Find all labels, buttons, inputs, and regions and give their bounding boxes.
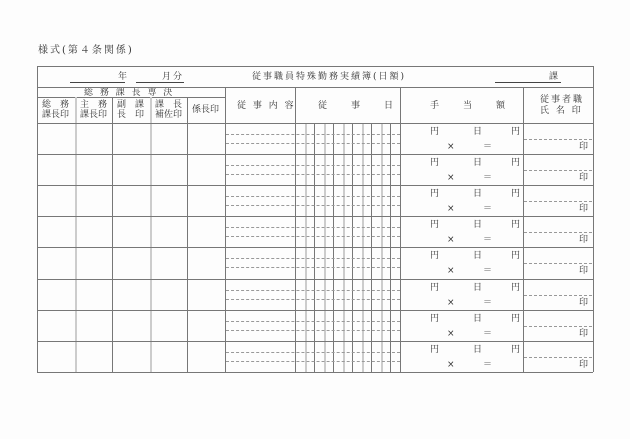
work-entry-line[interactable]	[226, 299, 400, 300]
month-label: 月分	[162, 72, 185, 82]
times-sign: ×	[447, 266, 457, 277]
seal-label: 印	[579, 297, 591, 308]
col-hosa-l2: 補佐印	[155, 110, 183, 120]
year-field[interactable]	[70, 82, 125, 83]
work-entry-line[interactable]	[226, 361, 400, 362]
column-line	[523, 87, 524, 372]
work-entry-line[interactable]	[226, 330, 400, 331]
yen-label: 円	[430, 158, 442, 169]
worker-name-line[interactable]	[524, 201, 592, 202]
year-label: 年	[118, 72, 130, 82]
day-label: 日	[473, 313, 485, 324]
times-sign: ×	[447, 328, 457, 339]
row-line	[37, 247, 593, 248]
yen-total-label: 円	[511, 127, 523, 137]
yen-label: 円	[430, 220, 442, 231]
seal-label: 印	[579, 142, 591, 152]
day-label: 日	[473, 220, 485, 231]
equals-sign: ＝	[483, 204, 495, 215]
header-divider	[37, 87, 593, 88]
worker-name-line[interactable]	[524, 326, 592, 327]
form-title: 従事職員特殊勤務実績簿(日額)	[252, 72, 407, 82]
worker-name-line[interactable]	[524, 295, 592, 296]
yen-label: 円	[430, 313, 442, 324]
row-line	[37, 310, 593, 311]
col-worker-l2: 氏 名 印	[540, 106, 583, 116]
section-label: 課	[549, 72, 561, 82]
seal-label: 印	[579, 235, 591, 246]
row-line	[37, 154, 593, 155]
work-entry-line[interactable]	[226, 165, 400, 166]
work-entry-line[interactable]	[226, 352, 400, 353]
work-entry-line[interactable]	[226, 258, 400, 259]
day-label: 日	[473, 282, 485, 293]
seal-label: 印	[579, 359, 591, 370]
row-line	[37, 185, 593, 186]
seal-label: 印	[579, 173, 591, 184]
col-hosa-l1: 課 長	[155, 100, 183, 110]
col-soumu-l1: 総 務	[42, 100, 70, 110]
seal-label: 印	[579, 328, 591, 339]
form-label: 様式(第４条関係)	[38, 45, 134, 56]
day-label: 日	[473, 158, 485, 169]
equals-sign: ＝	[483, 297, 495, 308]
work-entry-line[interactable]	[226, 196, 400, 197]
section-field[interactable]	[495, 82, 561, 83]
column-line	[187, 97, 188, 372]
seal-label: 印	[579, 204, 591, 215]
worker-name-line[interactable]	[524, 357, 592, 358]
work-entry-line[interactable]	[226, 321, 400, 322]
yen-total-label: 円	[511, 313, 523, 324]
column-line	[150, 97, 152, 372]
day-label: 日	[473, 251, 485, 262]
equals-sign: ＝	[483, 142, 495, 152]
row-line	[37, 216, 593, 217]
yen-label: 円	[430, 127, 442, 137]
work-entry-line[interactable]	[226, 174, 400, 175]
times-sign: ×	[447, 235, 457, 246]
month-field[interactable]	[136, 82, 184, 83]
day-label: 日	[473, 189, 485, 200]
row-line	[37, 341, 593, 342]
seal-label: 印	[579, 266, 591, 277]
approval-divider	[37, 97, 225, 98]
times-sign: ×	[447, 297, 457, 308]
table-border-top	[37, 66, 593, 67]
row-line	[37, 279, 593, 280]
equals-sign: ＝	[483, 359, 495, 370]
yen-total-label: 円	[511, 344, 523, 355]
col-kakari: 係長印	[192, 105, 220, 115]
approval-group-header: 総 務 課 長 専 決	[84, 88, 175, 98]
col-fuku-l2: 長 印	[117, 110, 145, 120]
yen-total-label: 円	[511, 189, 523, 200]
times-sign: ×	[447, 204, 457, 215]
day-label: 日	[473, 344, 485, 355]
equals-sign: ＝	[483, 328, 495, 339]
worker-name-line[interactable]	[524, 232, 592, 233]
col-work: 従 事 内 容	[237, 101, 296, 111]
times-sign: ×	[447, 142, 457, 152]
yen-label: 円	[430, 282, 442, 293]
equals-sign: ＝	[483, 173, 495, 184]
col-shumu-l2: 課長印	[80, 110, 108, 120]
table-border-right	[593, 66, 594, 372]
day-label: 日	[473, 127, 485, 137]
work-entry-line[interactable]	[226, 205, 400, 206]
equals-sign: ＝	[483, 235, 495, 246]
work-entry-line[interactable]	[226, 236, 400, 237]
table-border-bottom	[37, 372, 593, 373]
work-entry-line[interactable]	[226, 267, 400, 268]
equals-sign: ＝	[483, 266, 495, 277]
times-sign: ×	[447, 359, 457, 370]
worker-name-line[interactable]	[524, 139, 592, 140]
column-line	[400, 87, 401, 372]
col-fuku-l1: 副 課	[117, 100, 145, 110]
times-sign: ×	[447, 173, 457, 184]
work-entry-line[interactable]	[226, 290, 400, 291]
work-entry-line[interactable]	[226, 134, 400, 135]
col-worker-l1: 従事者職	[540, 95, 585, 105]
worker-name-line[interactable]	[524, 170, 592, 171]
yen-total-label: 円	[511, 282, 523, 293]
column-line	[75, 97, 77, 372]
worker-name-line[interactable]	[524, 263, 592, 264]
row-line	[37, 123, 593, 124]
work-entry-line[interactable]	[226, 227, 400, 228]
yen-total-label: 円	[511, 158, 523, 169]
col-shumu-l1: 主 務	[80, 100, 108, 110]
table-border-left	[37, 66, 38, 372]
col-allowance: 手 当 額	[430, 101, 508, 111]
yen-label: 円	[430, 344, 442, 355]
yen-total-label: 円	[511, 220, 523, 231]
yen-label: 円	[430, 189, 442, 200]
col-days: 従 事 日	[318, 101, 396, 111]
yen-total-label: 円	[511, 251, 523, 262]
column-line	[112, 97, 113, 372]
yen-label: 円	[430, 251, 442, 262]
col-soumu-l2: 課長印	[42, 110, 70, 120]
work-entry-line[interactable]	[226, 143, 400, 144]
